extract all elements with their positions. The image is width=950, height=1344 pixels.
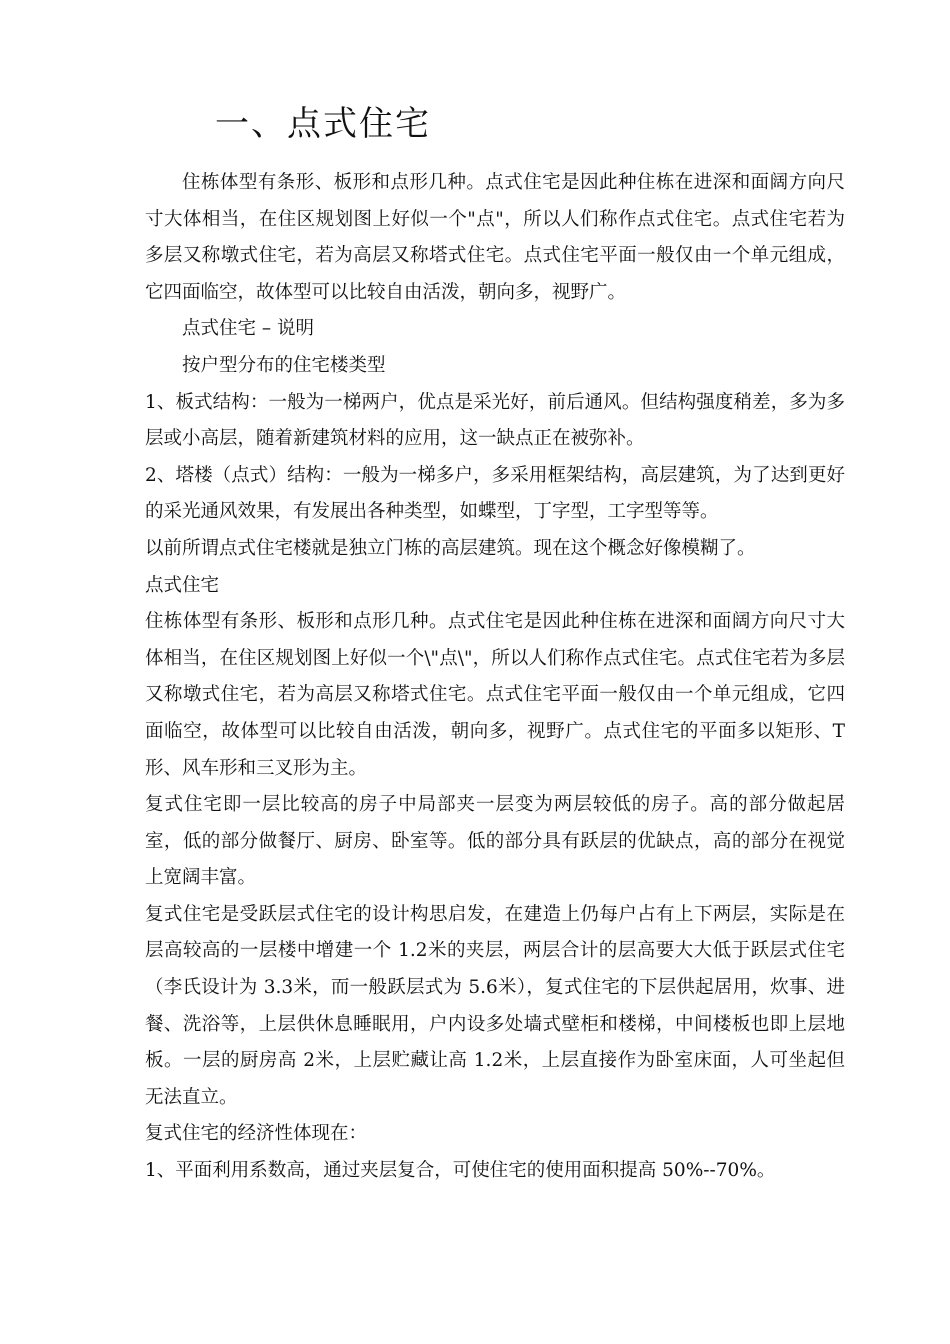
paragraph-heading-point-housing: 点式住宅 [145,574,220,596]
paragraph-tower-structure: 2、塔楼（点式）结构：一般为一梯多户，多采用框架结构，高层建筑，为了达到更好的采光通风效果，有发展出各种类型，如蝶型，丁字型，工字型等等。 [145,464,845,523]
paragraph-duplex-economy-heading: 复式住宅的经济性体现在： [145,1123,368,1145]
document-body [145,165,845,1190]
paragraph-slab-structure: 1、板式结构：一般为一梯两户，优点是采光好，前后通风。但结构强度稍差，多为多层或小高层，随着新建筑材料的应用，这一缺点正在被弥补。 [145,391,845,450]
paragraph-subtitle-types: 按户型分布的住宅楼类型 [182,354,386,376]
paragraph-economy-point-1: 1、平面利用系数高，通过夹层复合，可使住宅的使用面积提高 50%--70%。 [145,1160,776,1182]
paragraph-duplex-design: 复式住宅是受跃层式住宅的设计构思启发，在建造上仍每户占有上下两层，实际是在层高较高的一层楼中增建一个 1.2米的夹层，两层合计的层高要大大低于跃层式住宅（李氏设计为 3.3米，而一般跃层式为 5.6米），复式住宅的下层供起居用，炊事、进餐、洗浴等，上层供休息睡眠用，户内设多处墙式壁柜和楼梯，中间楼板也即上层地板。一层的厨房高 2米，上层贮藏让高 1.2米，上层直接作为卧室床面，人可坐起但无法直立。 [145,903,845,1108]
paragraph-historical-note: 以前所谓点式住宅楼就是独立门栋的高层建筑。现在这个概念好像模糊了。 [145,537,756,559]
paragraph-duplex-intro: 复式住宅即一层比较高的房子中局部夹一层变为两层较低的房子。高的部分做起居室，低的部分做餐厅、厨房、卧室等。低的部分具有跃层的优缺点，高的部分在视觉上宽阔丰富。 [145,794,845,889]
paragraph-intro: 住栋体型有条形、板形和点形几种。点式住宅是因此种住栋在进深和面阔方向尺寸大体相当，在住区规划图上好似一个"点"，所以人们称作点式住宅。点式住宅若为多层又称墩式住宅，若为高层又称塔式住宅。点式住宅平面一般仅由一个单元组成，它四面临空，故体型可以比较自由活泼，朝向多，视野广。 [145,172,845,303]
paragraph-subtitle-explanation: 点式住宅 – 说明 [182,318,315,340]
paragraph-point-housing-detail: 住栋体型有条形、板形和点形几种。点式住宅是因此种住栋在进深和面阔方向尺寸大体相当，在住区规划图上好似一个\"点\"，所以人们称作点式住宅。点式住宅若为多层又称墩式住宅，若为高层又称塔式住宅。点式住宅平面一般仅由一个单元组成，它四面临空，故体型可以比较自由活泼，朝向多，视野广。点式住宅的平面多以矩形、T形、风车形和三叉形为主。 [145,611,845,779]
document-title: 一、点式住宅 [215,104,431,144]
